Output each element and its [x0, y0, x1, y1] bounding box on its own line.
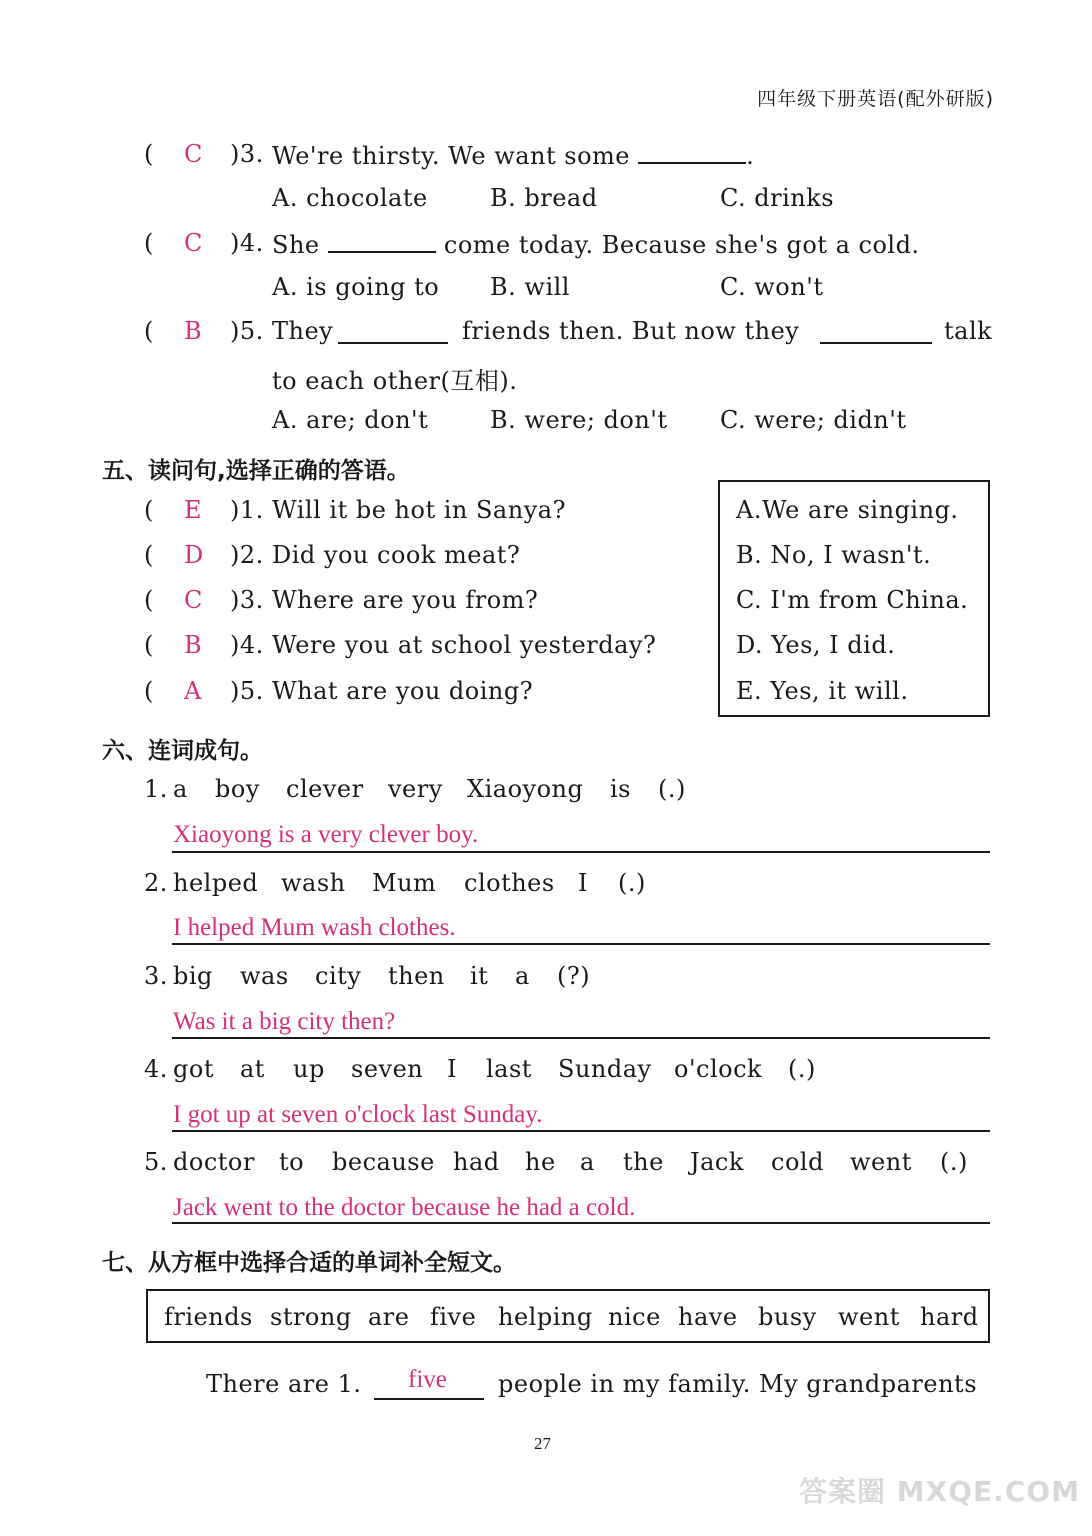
scrambled-word: clever	[286, 775, 364, 803]
word-bank-word: helping	[498, 1303, 593, 1331]
scrambled-word: wash	[281, 869, 346, 897]
stem-end: come today. Because she's got a cold.	[443, 231, 920, 259]
stem-text: We're thirsty. We want some	[272, 142, 631, 170]
question-text: Did you cook meat?	[272, 541, 521, 569]
option-b: B. will	[490, 273, 570, 301]
answer-blank	[328, 229, 436, 253]
word-bank-word: nice	[608, 1303, 661, 1331]
passage-start: There are 1.	[206, 1370, 362, 1398]
stem-part-1: They	[272, 317, 334, 345]
question-number: )5.	[230, 317, 264, 345]
section-title-5: 五、读问句,选择正确的答语。	[102, 458, 410, 484]
scrambled-word: up	[293, 1055, 325, 1083]
question-number: )4.	[230, 631, 264, 659]
scrambled-word: went	[850, 1148, 912, 1176]
stem-text: She	[272, 231, 320, 259]
scrambled-word: a	[515, 962, 530, 990]
question-number: )2.	[230, 541, 264, 569]
scrambled-word: the	[623, 1148, 664, 1176]
stem-part-2: friends then. But now they	[462, 317, 800, 345]
word-bank-word: went	[838, 1303, 900, 1331]
stem-end: .	[746, 142, 755, 170]
scrambled-word: (.)	[788, 1055, 816, 1083]
option-b: B. bread	[490, 184, 598, 212]
scrambled-word: was	[240, 962, 289, 990]
answer-blank-2	[820, 320, 932, 348]
scrambled-word: is	[610, 775, 631, 803]
open-paren: (	[144, 496, 154, 524]
scrambled-word: a	[580, 1148, 595, 1176]
option-a: A. is going to	[272, 273, 440, 301]
scrambled-word: it	[470, 962, 489, 990]
scrambled-word: I	[447, 1055, 457, 1083]
word-bank-word: busy	[758, 1303, 817, 1331]
word-bank-word: five	[430, 1303, 477, 1331]
scrambled-word: had	[453, 1148, 500, 1176]
open-paren: (	[144, 317, 154, 345]
question-stem	[272, 229, 920, 259]
scrambled-word: seven	[351, 1055, 424, 1083]
open-paren: (	[144, 677, 154, 705]
question-number: )5.	[230, 677, 264, 705]
question-text: Were you at school yesterday?	[272, 631, 657, 659]
option-b: B. were; don't	[490, 406, 668, 434]
stem-part-3: talk	[944, 317, 993, 345]
open-paren: (	[144, 229, 154, 257]
answer-letter: A	[184, 677, 202, 705]
scrambled-word: cold	[771, 1148, 824, 1176]
answer-sentence: I helped Mum wash clothes.	[173, 914, 456, 941]
question-text: Will it be hot in Sanya?	[272, 496, 566, 524]
option-c: C. drinks	[720, 184, 835, 212]
choice-e: E. Yes, it will.	[736, 677, 909, 705]
scrambled-word: Mum	[372, 869, 437, 897]
scrambled-word: o'clock	[674, 1055, 763, 1083]
scrambled-word: (.)	[618, 869, 646, 897]
answer-letter: C	[184, 229, 203, 257]
option-a: A. are; don't	[272, 406, 429, 434]
answer-letter: E	[184, 496, 203, 524]
scrambled-word: Sunday	[558, 1055, 652, 1083]
scrambled-word: big	[173, 962, 213, 990]
scrambled-word: last	[486, 1055, 532, 1083]
answer-line	[172, 1130, 990, 1132]
item-number: 4.	[144, 1055, 168, 1083]
section-title-7: 七、从方框中选择合适的单词补全短文。	[102, 1250, 516, 1276]
section-title-6: 六、连词成句。	[102, 738, 263, 764]
question-number: )1.	[230, 496, 264, 524]
answer-sentence: Jack went to the doctor because he had a cold.	[173, 1194, 636, 1221]
scrambled-word: got	[173, 1055, 214, 1083]
item-number: 3.	[144, 962, 168, 990]
answer-sentence: Xiaoyong is a very clever boy.	[173, 821, 479, 848]
scrambled-word: (.)	[940, 1148, 968, 1176]
scrambled-word: to	[279, 1148, 305, 1176]
answer-blank	[638, 140, 746, 164]
scrambled-word: boy	[215, 775, 260, 803]
question-number: )3.	[230, 140, 264, 168]
scrambled-word: city	[315, 962, 362, 990]
choice-a: A.We are singing.	[736, 496, 959, 524]
item-number: 1.	[144, 775, 168, 803]
scrambled-word: (.)	[658, 775, 686, 803]
item-number: 2.	[144, 869, 168, 897]
word-bank-word: have	[678, 1303, 738, 1331]
page-header-title: 四年级下册英语(配外研版)	[757, 88, 994, 110]
scrambled-word: I	[578, 869, 588, 897]
scrambled-word: a	[173, 775, 188, 803]
scrambled-word: because	[332, 1148, 435, 1176]
scrambled-word: Xiaoyong	[467, 775, 584, 803]
passage-blank-answer: five	[408, 1366, 447, 1393]
word-bank-word: strong	[270, 1303, 352, 1331]
option-c: C. were; didn't	[720, 406, 907, 434]
scrambled-word: he	[525, 1148, 556, 1176]
passage-blank-1	[374, 1398, 484, 1400]
answer-line	[172, 851, 990, 853]
scrambled-word: doctor	[173, 1148, 255, 1176]
answer-sentence: I got up at seven o'clock last Sunday.	[173, 1101, 543, 1128]
answer-line	[172, 1222, 990, 1224]
answer-letter: C	[184, 586, 203, 614]
open-paren: (	[144, 541, 154, 569]
passage-continue: people in my family. My grandparents	[498, 1370, 978, 1398]
choice-d: D. Yes, I did.	[736, 631, 896, 659]
option-c: C. won't	[720, 273, 824, 301]
choice-b: B. No, I wasn't.	[736, 541, 932, 569]
question-number: )3.	[230, 586, 264, 614]
question-stem	[272, 140, 754, 170]
stem-line-2: to each other(互相).	[272, 367, 518, 395]
word-bank-word: friends	[164, 1303, 253, 1331]
scrambled-word: then	[388, 962, 445, 990]
scrambled-word: (?)	[557, 962, 591, 990]
answer-letter: C	[184, 140, 203, 168]
answer-line	[172, 1037, 990, 1039]
question-text: Where are you from?	[272, 586, 539, 614]
open-paren: (	[144, 631, 154, 659]
answer-letter: B	[184, 317, 203, 345]
word-bank-word: hard	[920, 1303, 979, 1331]
answer-letter: D	[184, 541, 204, 569]
scrambled-word: Jack	[690, 1148, 744, 1176]
answer-line	[172, 943, 990, 945]
question-number: )4.	[230, 229, 264, 257]
answer-sentence: Was it a big city then?	[173, 1008, 396, 1035]
scrambled-word: very	[388, 775, 443, 803]
page-number: 27	[534, 1434, 551, 1453]
question-text: What are you doing?	[272, 677, 534, 705]
choice-c: C. I'm from China.	[736, 586, 969, 614]
open-paren: (	[144, 140, 154, 168]
item-number: 5.	[144, 1148, 168, 1176]
scrambled-word: at	[240, 1055, 265, 1083]
watermark-logo: 答案圈 MXQE.COM	[799, 1475, 1080, 1508]
open-paren: (	[144, 586, 154, 614]
scrambled-word: helped	[173, 869, 259, 897]
word-bank-word: are	[368, 1303, 410, 1331]
option-a: A. chocolate	[272, 184, 428, 212]
answer-blank	[338, 320, 448, 348]
scrambled-word: clothes	[464, 869, 555, 897]
answer-letter: B	[184, 631, 203, 659]
